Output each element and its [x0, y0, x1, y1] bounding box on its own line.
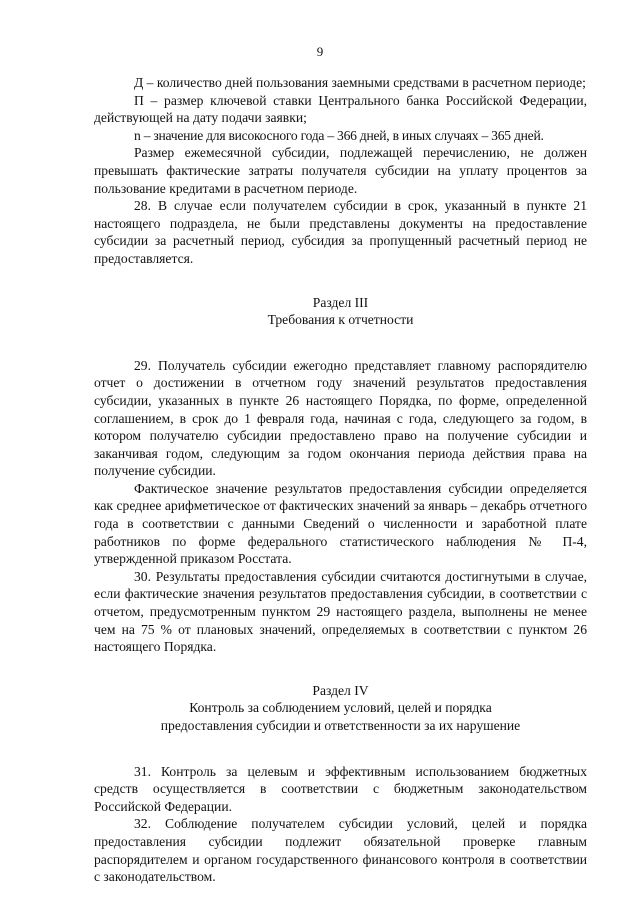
paragraph-p-definition: П – размер ключевой ставки Центрального банка Российской Федерации, действующей на дату подачи заявки;	[94, 92, 587, 126]
document-body	[94, 74, 587, 886]
section-3-name: Требования к отчетности	[267, 312, 414, 328]
section-4-title: Раздел IV	[312, 682, 369, 698]
section-3-title: Раздел III	[312, 294, 369, 310]
page-number: 9	[316, 44, 324, 59]
paragraph-31: 31. Контроль за целевым и эффективным использованием бюджетных средств осуществляется в соответствии с бюджетным законодательством Российской Федерации.	[94, 763, 587, 814]
paragraph-28: 28. В случае если получателем субсидии в срок, указанный в пункте 21 настоящего подраздела, не были представлены документы на предоставление субсидии за расчетный период, субсидия за пропущенный расчетный период не предоставляется.	[94, 198, 587, 266]
paragraph-actual-value: Фактическое значение результатов предоставления субсидии определяется как среднее арифметическое от фактических значений за январь – декабрь отчетного года в соответствии с данными Сведений о численности и заработной плате работников по форме федерального статистического наблюдения № П-4, утвержденной приказом Росстата.	[94, 480, 587, 567]
section-4-name-line1: Контроль за соблюдением условий, целей и порядка	[189, 700, 492, 716]
paragraph-29: 29. Получатель субсидии ежегодно представляет главному распорядителю отчет о достижении в отчетном году значений результатов предоставления субсидии, указанных в пункте 26 настоящего Порядка, по форме, определенной соглашением, в срок до 1 февраля года, начиная с года, следующего за годом, в котором получателю субсидии предоставлено право на получение субсидии и заканчивая годом, следующим за годом окончания периода действия права на получение субсидии.	[94, 357, 587, 479]
paragraph-d-definition: Д – количество дней пользования заемными средствами в расчетном периоде;	[134, 75, 586, 90]
paragraph-32: 32. Соблюдение получателем субсидии условий, целей и порядка предоставления субсидии подлежит обязательной проверке главным распорядителем и органом государственного финансового контроля в соответствии с законодательством.	[94, 816, 587, 885]
section-4-name-line2: предоставления субсидии и ответственности за их нарушение	[160, 718, 521, 733]
paragraph-n-definition: n – значение для високосного года – 366 дней, в иных случаях – 365 дней.	[134, 127, 544, 143]
paragraph-subsidy-limit: Размер ежемесячной субсидии, подлежащей перечислению, не должен превышать фактические затраты получателя субсидии на уплату процентов за пользование кредитами в расчетном периоде.	[94, 145, 587, 196]
paragraph-30: 30. Результаты предоставления субсидии считаются достигнутыми в случае, если фактические значения результатов предоставления субсидии, в соответствии с отчетом, предусмотренным пунктом 29 настоящего раздела, выполнены не менее чем на 75 % от плановых значений, определяемых в соответствии с пунктом 26 настоящего Порядка.	[94, 568, 587, 655]
